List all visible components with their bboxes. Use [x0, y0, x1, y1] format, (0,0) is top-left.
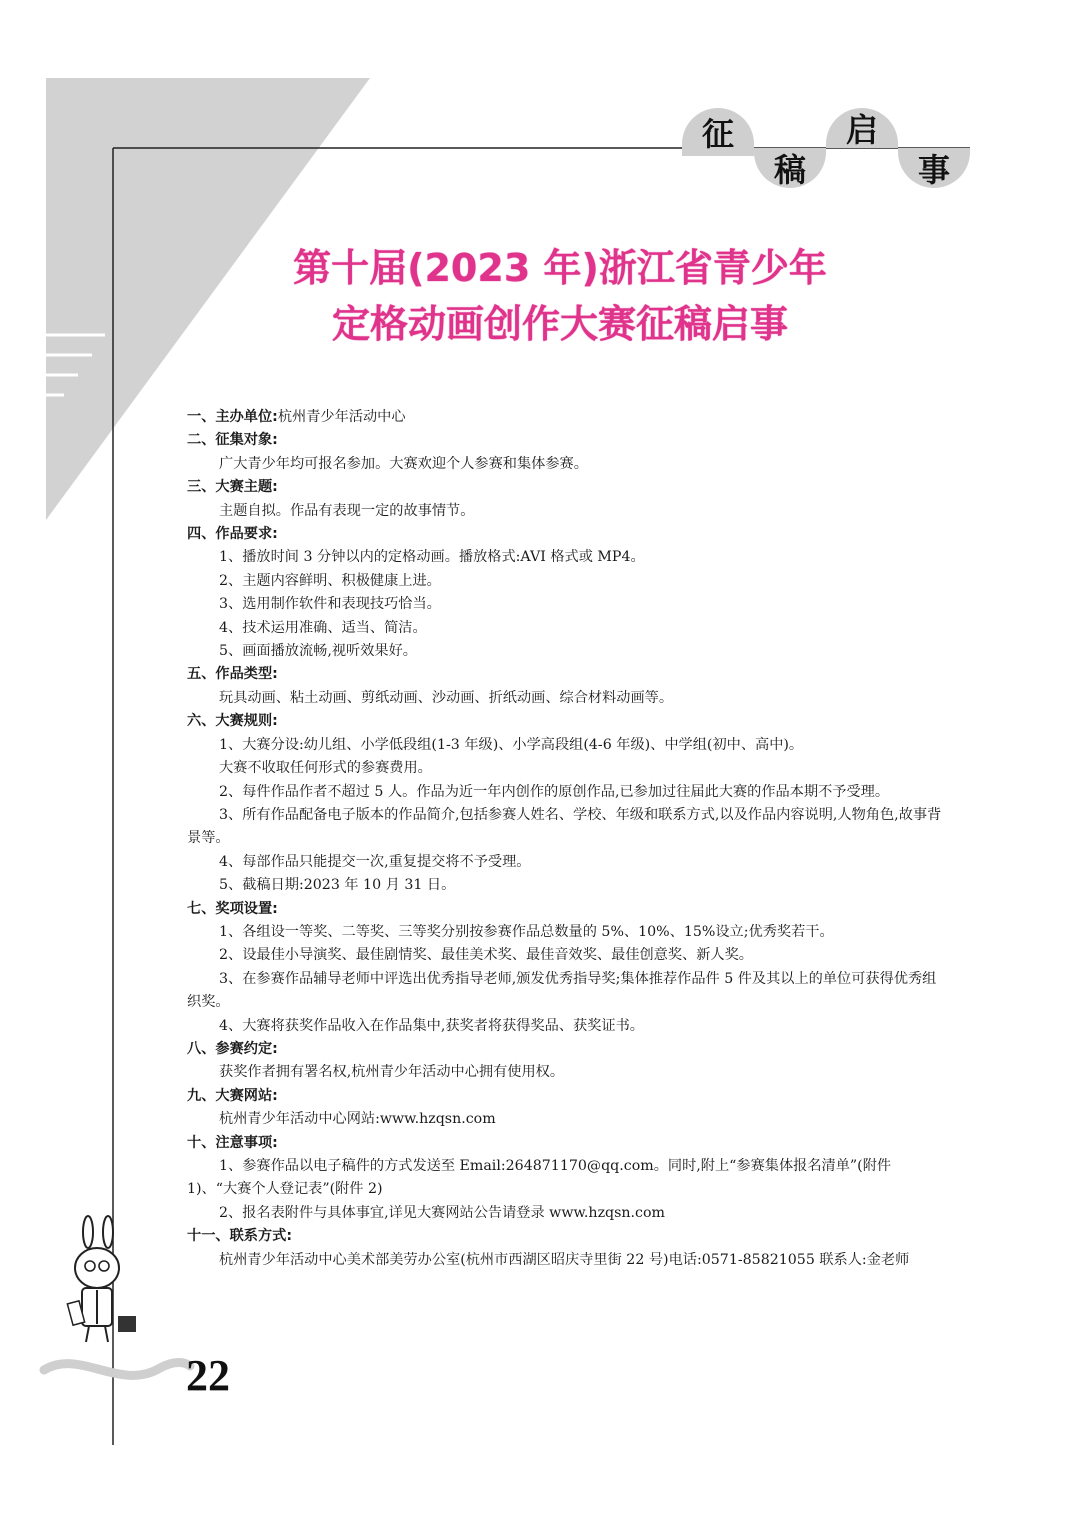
paragraph: 获奖作者拥有署名权,杭州青少年活动中心拥有使用权。 — [219, 1064, 565, 1081]
paragraph: 大赛不收取任何形式的参赛费用。 — [219, 760, 432, 777]
paragraph: 1、各组设一等奖、二等奖、三等奖分别按参赛作品总数量的 5%、10%、15%设立;优秀奖若干。 — [219, 923, 834, 940]
header-tab-char: 稿 — [773, 151, 806, 189]
section-inline-text: 杭州青少年活动中心 — [277, 409, 406, 425]
paragraph: 2、设最佳小导演奖、最佳剧情奖、最佳美术奖、最佳音效奖、最佳创意奖、新人奖。 — [219, 947, 753, 964]
section-heading: 七、奖项设置: — [187, 900, 278, 917]
paragraph: 2、主题内容鲜明、积极健康上进。 — [219, 572, 441, 589]
paragraph: 玩具动画、粘土动画、剪纸动画、沙动画、折纸动画、综合材料动画等。 — [219, 689, 674, 706]
paragraph: 1、大赛分设:幼儿组、小学低段组(1-3 年级)、小学高段组(4-6 年级)、中学组(初中、高中)。 — [219, 736, 804, 753]
section-6 — [187, 710, 943, 897]
section-11 — [187, 1225, 943, 1272]
section-4 — [187, 523, 943, 663]
section-heading: 九、大赛网站: — [187, 1087, 278, 1104]
title-line-1: 第十届(2023 年)浙江省青少年 — [293, 246, 827, 290]
header-tab-char: 事 — [917, 151, 950, 189]
paragraph: 1、参赛作品以电子稿件的方式发送至 Email:264871170@qq.com。同时,附上“参赛集体报名清单”(附件 1)、“大赛个人登记表”(附件 2) — [187, 1158, 892, 1198]
section-heading: 四、作品要求: — [187, 526, 278, 543]
section-10 — [187, 1132, 943, 1226]
paragraph: 1、播放时间 3 分钟以内的定格动画。播放格式:AVI 格式或 MP4。 — [219, 549, 645, 566]
section-2 — [187, 429, 943, 476]
paragraph: 2、报名表附件与具体事宜,详见大赛网站公告请登录 www.hzqsn.com — [219, 1204, 665, 1221]
rabbit-mascot-illustration — [67, 1216, 136, 1342]
paragraph: 5、画面播放流畅,视听效果好。 — [219, 643, 417, 660]
paragraph: 广大青少年均可报名参加。大赛欢迎个人参赛和集体参赛。 — [219, 455, 588, 472]
paragraph: 4、技术运用准确、适当、简洁。 — [219, 619, 427, 636]
paragraph: 杭州青少年活动中心网站:www.hzqsn.com — [219, 1111, 496, 1128]
section-5 — [187, 663, 943, 710]
paragraph: 杭州青少年活动中心美术部美劳办公室(杭州市西湖区昭庆寺里街 22 号)电话:0571-85821055 联系人:金老师 — [219, 1251, 910, 1268]
section-heading: 十、注意事项: — [187, 1134, 278, 1151]
paragraph: 4、大赛将获奖作品收入在作品集中,获奖者将获得奖品、获奖证书。 — [219, 1017, 644, 1034]
section-7 — [187, 898, 943, 1038]
section-heading: 八、参赛约定: — [187, 1040, 278, 1057]
paragraph: 5、截稿日期:2023 年 10 月 31 日。 — [219, 877, 456, 894]
section-heading: 一、主办单位: — [187, 409, 278, 425]
paragraph: 3、所有作品配备电子版本的作品简介,包括参赛人姓名、学校、年级和联系方式,以及作品内容说明,人物角色,故事背景等。 — [187, 806, 942, 847]
paragraph: 4、每部作品只能提交一次,重复提交将不予受理。 — [219, 853, 531, 870]
paragraph: 主题自拟。作品有表现一定的故事情节。 — [219, 502, 475, 519]
paragraph: 3、在参赛作品辅导老师中评选出优秀指导老师,颁发优秀指导奖;集体推荐作品件 5 件及其以上的单位可获得优秀组织奖。 — [187, 970, 937, 1011]
header-tab-char: 启 — [845, 111, 878, 149]
title-line-2: 定格动画创作大赛征稿启事 — [331, 302, 788, 346]
wave-decoration — [44, 1363, 190, 1376]
section-heading: 五、作品类型: — [187, 666, 278, 683]
section-heading: 六、大赛规则: — [187, 713, 278, 730]
section-heading: 三、大赛主题: — [187, 479, 278, 496]
section-heading: 二、征集对象: — [187, 432, 278, 449]
article-body — [187, 406, 943, 1272]
page-number: 22 — [186, 1351, 230, 1400]
header-tab-char: 征 — [701, 115, 734, 153]
section-1 — [187, 406, 943, 429]
article-title — [150, 240, 970, 352]
section-heading: 十一、联系方式: — [187, 1228, 292, 1245]
paragraph: 2、每件作品作者不超过 5 人。作品为近一年内创作的原创作品,已参加过往届此大赛的作品本期不予受理。 — [219, 783, 890, 800]
section-9 — [187, 1085, 943, 1132]
section-8 — [187, 1038, 943, 1085]
section-3 — [187, 476, 943, 523]
paragraph: 3、选用制作软件和表现技巧恰当。 — [219, 596, 441, 613]
